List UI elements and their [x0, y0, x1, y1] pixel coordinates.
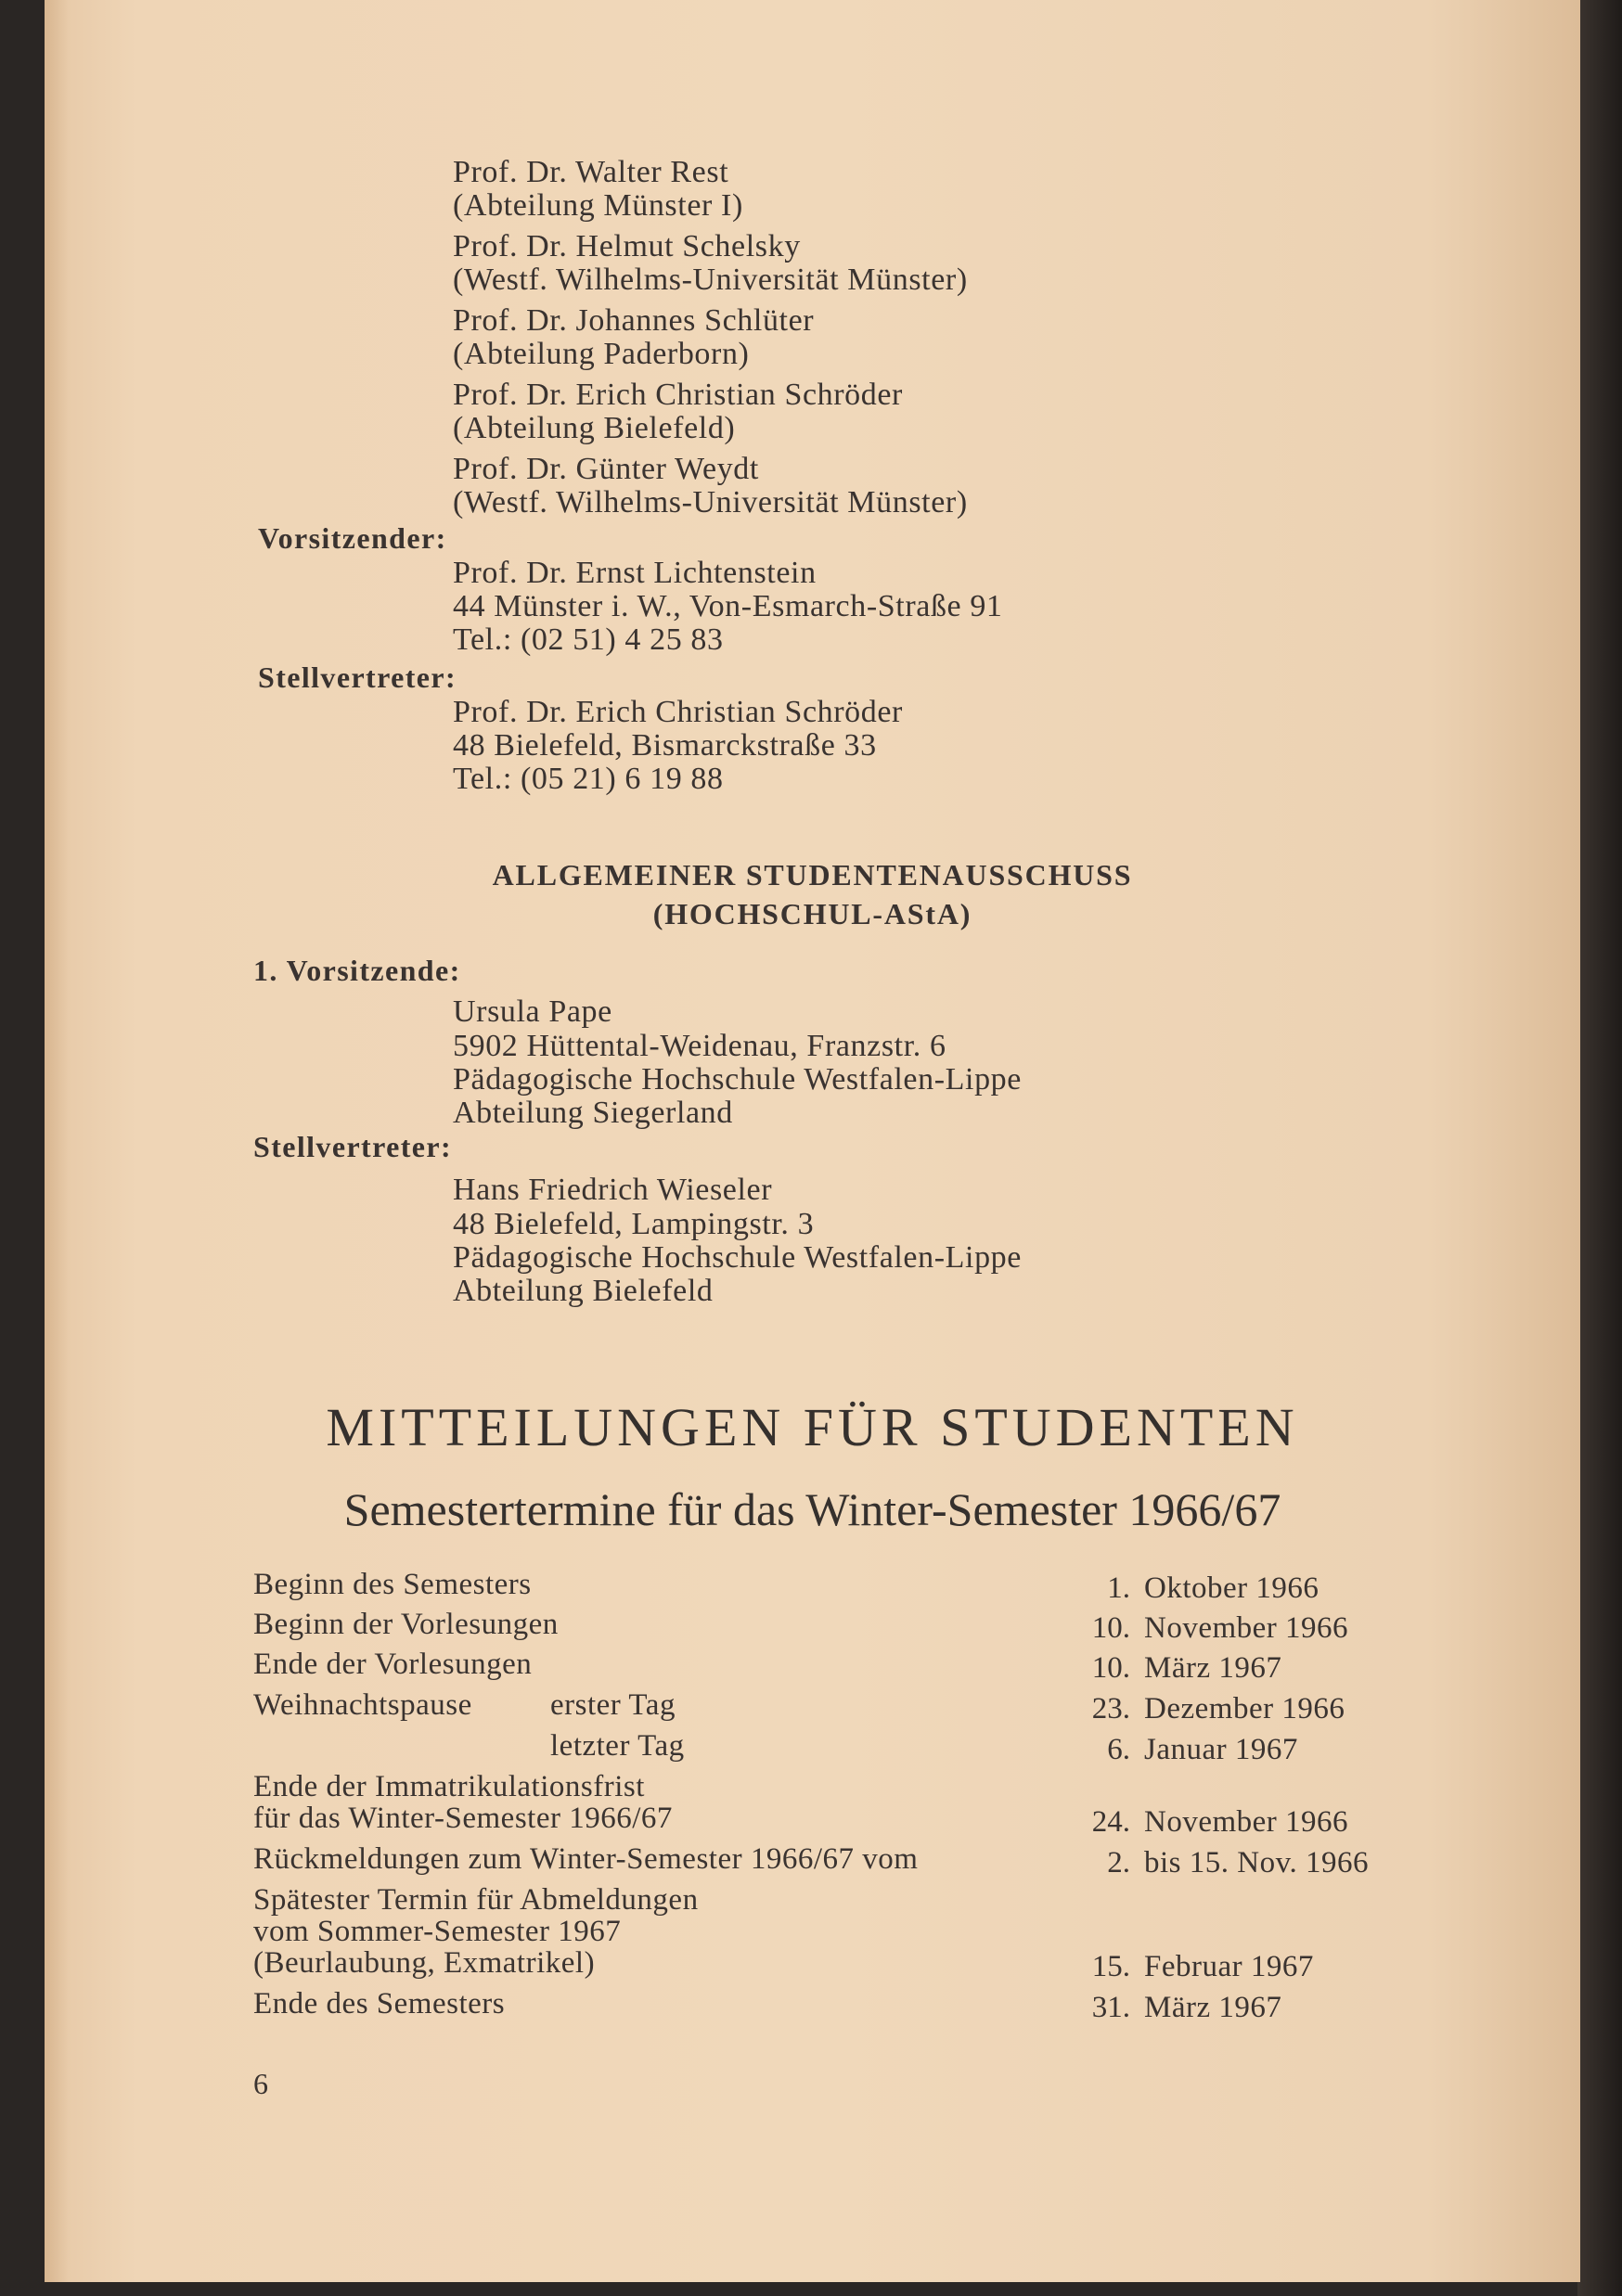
- schedule-date: Dezember 1966: [1144, 1692, 1345, 1725]
- asta-deputy-label: Stellvertreter:: [253, 1130, 453, 1163]
- schedule-sublabel: letzter Tag: [550, 1729, 685, 1763]
- schedule-label: Rückmeldungen zum Winter-Semester 1966/67 vom: [253, 1842, 919, 1876]
- schedule-day: 31.: [1091, 1991, 1130, 2024]
- schedule-label: Ende der Vorlesungen: [253, 1648, 533, 1681]
- schedule-date: November 1966: [1144, 1611, 1349, 1645]
- schedule-label-line2: für das Winter-Semester 1966/67: [253, 1802, 673, 1835]
- asta-chair-line: Pädagogische Hochschule Westfalen-Lippe: [453, 1062, 1022, 1097]
- member-name: Prof. Dr. Walter Rest: [453, 155, 729, 189]
- schedule-label-line3: (Beurlaubung, Exmatrikel): [253, 1946, 596, 1980]
- schedule-label-line2: vom Sommer-Semester 1967: [253, 1915, 622, 1948]
- asta-deputy-line: Hans Friedrich Wieseler: [453, 1173, 773, 1207]
- chair-address: 44 Münster i. W., Von-Esmarch-Straße 91: [453, 589, 1003, 623]
- schedule-label: Weihnachtspause: [253, 1688, 472, 1722]
- chair-label: Vorsitzender:: [258, 521, 447, 555]
- schedule-day: 2.: [1107, 1846, 1130, 1879]
- member-name: Prof. Dr. Erich Christian Schröder: [453, 378, 903, 412]
- asta-chair-label: 1. Vorsitzende:: [253, 954, 461, 987]
- schedule-date: Februar 1967: [1144, 1950, 1314, 1983]
- schedule-date: Januar 1967: [1144, 1733, 1298, 1766]
- schedule-label: Ende der Immatrikulationsfrist: [253, 1770, 645, 1803]
- member-affiliation: (Abteilung Münster I): [453, 188, 743, 223]
- schedule-label: Ende des Semesters: [253, 1987, 506, 2020]
- deputy-phone: Tel.: (05 21) 6 19 88: [453, 762, 724, 796]
- member-name: Prof. Dr. Günter Weydt: [453, 452, 759, 486]
- chair-name: Prof. Dr. Ernst Lichtenstein: [453, 556, 817, 590]
- asta-subheading: (HOCHSCHUL-AStA): [652, 897, 972, 930]
- deputy-name: Prof. Dr. Erich Christian Schröder: [453, 695, 903, 729]
- chair-phone: Tel.: (02 51) 4 25 83: [453, 622, 724, 657]
- document-page: [45, 0, 1580, 2282]
- schedule-day: 6.: [1107, 1733, 1130, 1766]
- schedule-date: November 1966: [1144, 1805, 1349, 1839]
- member-affiliation: (Abteilung Paderborn): [453, 337, 750, 371]
- schedule-label: Beginn der Vorlesungen: [253, 1608, 559, 1641]
- schedule-day: 10.: [1091, 1651, 1130, 1685]
- schedule-day: 10.: [1091, 1611, 1130, 1645]
- schedule-day: 15.: [1091, 1950, 1130, 1983]
- schedule-date: März 1967: [1144, 1991, 1282, 2024]
- member-affiliation: (Westf. Wilhelms-Universität Münster): [453, 263, 968, 297]
- notices-title: MITTEILUNGEN FÜR STUDENTEN: [326, 1397, 1299, 1457]
- asta-deputy-line: Abteilung Bielefeld: [453, 1274, 714, 1308]
- schedule-day: 24.: [1091, 1805, 1130, 1839]
- deputy-address: 48 Bielefeld, Bismarckstraße 33: [453, 728, 877, 763]
- asta-deputy-line: Pädagogische Hochschule Westfalen-Lippe: [453, 1240, 1022, 1275]
- member-name: Prof. Dr. Johannes Schlüter: [453, 303, 815, 338]
- asta-chair-line: 5902 Hüttental-Weidenau, Franzstr. 6: [453, 1029, 946, 1063]
- asta-chair-line: Ursula Pape: [453, 994, 612, 1029]
- member-affiliation: (Westf. Wilhelms-Universität Münster): [453, 485, 968, 519]
- member-affiliation: (Abteilung Bielefeld): [453, 411, 736, 445]
- deputy-label: Stellvertreter:: [258, 661, 457, 694]
- asta-heading: ALLGEMEINER STUDENTENAUSSCHUSS: [492, 858, 1133, 891]
- schedule-day: 23.: [1091, 1692, 1130, 1725]
- schedule-label: Beginn des Semesters: [253, 1568, 532, 1601]
- schedule-day: 1.: [1107, 1571, 1130, 1605]
- schedule-date: Oktober 1966: [1144, 1571, 1319, 1605]
- asta-deputy-line: 48 Bielefeld, Lampingstr. 3: [453, 1207, 815, 1241]
- schedule-date: März 1967: [1144, 1651, 1282, 1685]
- book-spine-shadow: [1577, 0, 1622, 2296]
- asta-chair-line: Abteilung Siegerland: [453, 1096, 733, 1130]
- schedule-date: bis 15. Nov. 1966: [1144, 1846, 1369, 1879]
- notices-subtitle: Semestertermine für das Winter-Semester 1966/67: [343, 1483, 1281, 1535]
- member-name: Prof. Dr. Helmut Schelsky: [453, 229, 801, 263]
- schedule-label: Spätester Termin für Abmeldungen: [253, 1883, 699, 1917]
- page-number: 6: [253, 2067, 268, 2100]
- schedule-sublabel: erster Tag: [550, 1688, 676, 1722]
